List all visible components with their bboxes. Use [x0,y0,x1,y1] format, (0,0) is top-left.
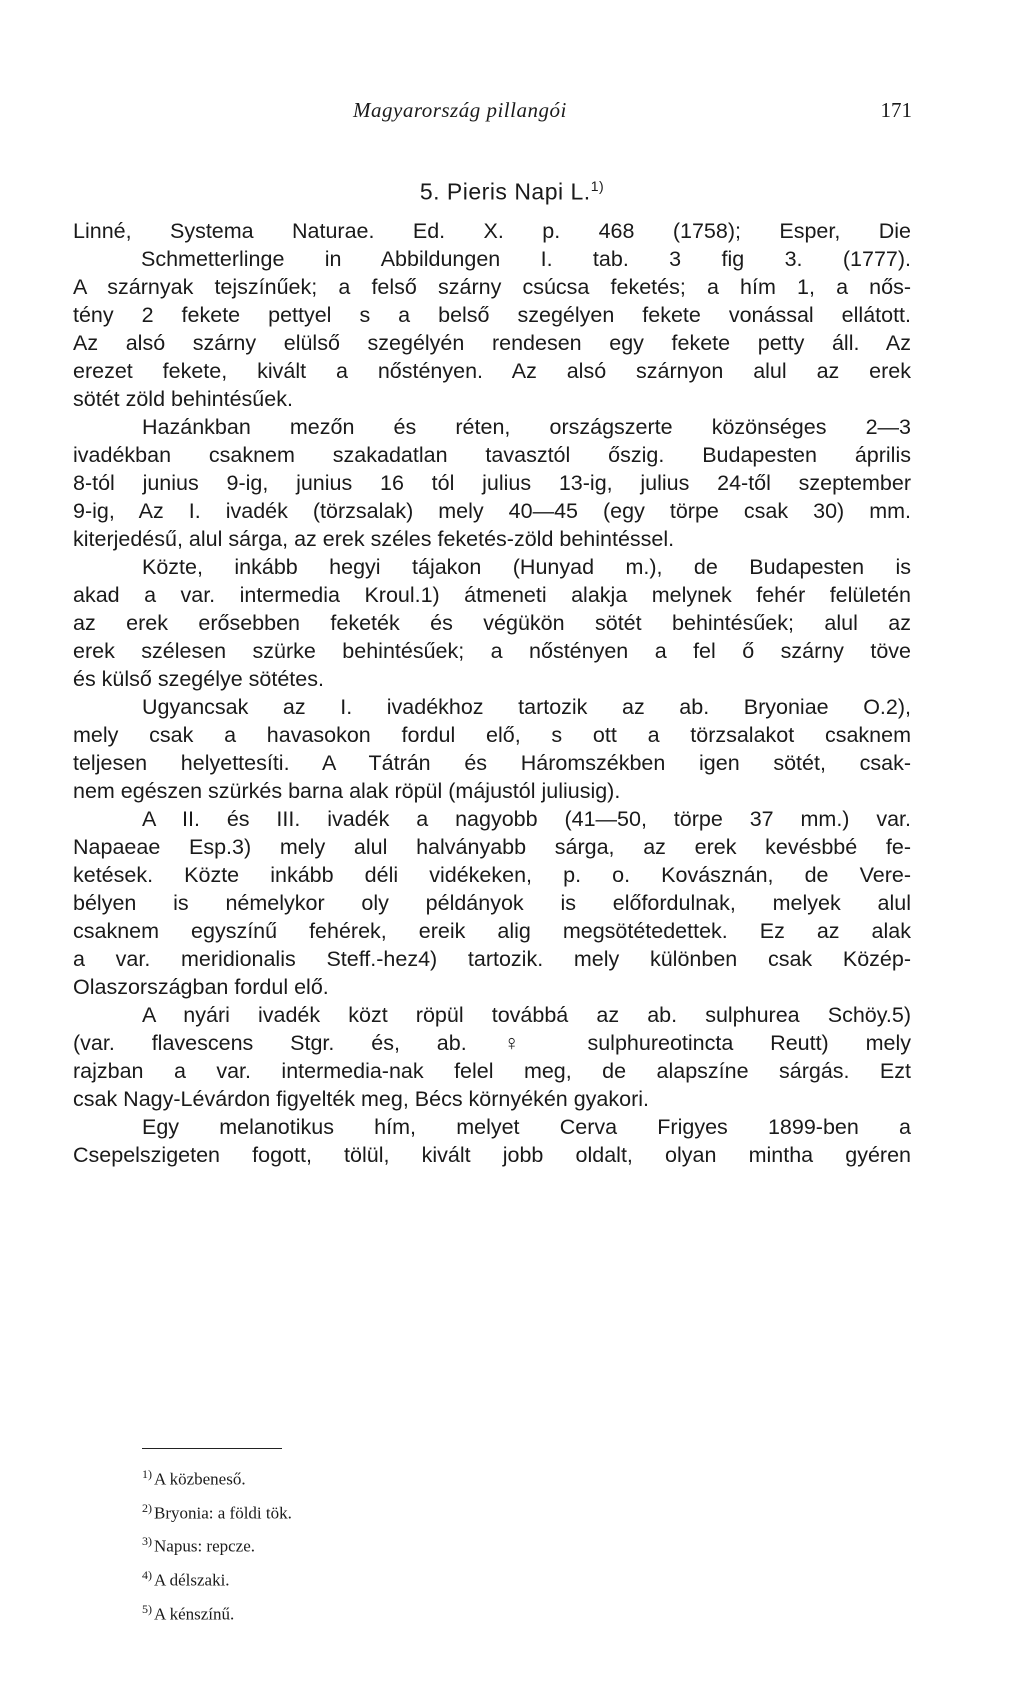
text-line: akad a var. intermedia Kroul.1) átmeneti alakja melynek fehér felületén [73,583,911,607]
text-line: Napaeae Esp.3) mely alul halványabb sárga, az erek kevésbbé fe- [73,835,911,859]
text-line: Közte, inkább hegyi tájakon (Hunyad m.), de Budapesten is [142,555,911,579]
text-line: mely csak a havasokon fordul elő, s ott a törzsalakot csaknem [73,723,911,747]
text-line: erezet fekete, kivált a nőstényen. Az alsó szárnyon alul az erek [73,359,911,383]
footnote-text: A kénszínű. [154,1604,235,1624]
text-line: erek szélesen szürke behintésűek; a nőstényen a fel ő szárny töve [73,639,911,663]
text-line: és külső szegélye sötétes. [73,667,324,691]
text-line: az erek erősebben feketék és végükön sötét behintésűek; alul az [73,611,911,635]
footnotes [142,1460,292,1628]
footnote-mark: 4) [142,1567,152,1582]
footnote-mark: 5) [142,1601,152,1616]
text-line: tény 2 fekete pettyel s a belső szegélyen fekete vonással ellátott. [73,303,911,327]
text-line: ivadékban csaknem szakadatlan tavasztól őszig. Budapesten április [73,443,911,467]
text-line: A nyári ivadék közt röpül továbbá az ab. sulphurea Schöy.5) [142,1003,911,1027]
footnote [142,1527,292,1561]
text-line: Schmetterlinge in Abbildungen I. tab. 3 fig 3. (1777). [141,247,911,271]
section-heading [0,178,1024,206]
text-line: csaknem egyszínű fehérek, ereik alig megsötétedettek. Ez az alak [73,919,911,943]
footnote-mark: 3) [142,1534,152,1549]
text-line: Egy melanotikus hím, melyet Cerva Frigyes 1899-ben a [142,1115,911,1139]
text-line: A szárnyak tejszínűek; a felső szárny csúcsa feketés; a hím 1, a nős- [73,275,911,299]
text-line: rajzban a var. intermedia-nak felel meg, de alapszíne sárgás. Ezt [73,1059,911,1083]
footnote-text: Napus: repcze. [154,1536,256,1556]
page-header [0,98,1024,130]
text-line: nem egészen szürkés barna alak röpül (májustól juliusig). [73,779,621,803]
running-title: Magyarország pillangói [353,98,567,122]
text-line: Az alsó szárny elülső szegélyén rendesen egy fekete petty áll. Az [73,331,911,355]
text-line: Hazánkban mezőn és réten, országszerte közönséges 2—3 [142,415,911,439]
section-footnote-mark: 1) [590,178,605,194]
text-line: A II. és III. ivadék a nagyobb (41—50, törpe 37 mm.) var. [142,807,911,831]
footnote [142,1561,292,1595]
footnote-text: A délszaki. [154,1570,230,1590]
text-line: csak Nagy-Lévárdon figyelték meg, Bécs környékén gyakori. [73,1087,649,1111]
footnote-rule [142,1448,282,1449]
footnote-mark: 2) [142,1500,152,1515]
text-line: ketések. Közte inkább déli vidékeken, p. o. Kovásznán, de Vere- [73,863,911,887]
text-line: bélyen is némelykor oly példányok is előfordulnak, melyek alul [73,891,911,915]
text-line: (var. flavescens Stgr. és, ab. ♀ sulphureotincta Reutt) mely [73,1031,911,1055]
footnote-mark: 1) [142,1467,152,1481]
footnote [142,1595,292,1629]
text-line: kiterjedésű, alul sárga, az erek széles feketés-zöld behintéssel. [73,527,675,551]
text-line: 9-ig, Az I. ivadék (törzsalak) mely 40—45 (egy törpe csak 30) mm. [73,499,911,523]
text-line: Linné, Systema Naturae. Ed. X. p. 468 (1758); Esper, Die [73,219,911,243]
section-title: 5. Pieris Napi L. [419,178,591,205]
text-line: 8-tól junius 9-ig, junius 16 tól julius 13-ig, julius 24-től szeptember [73,471,911,495]
text-line: sötét zöld behintésűek. [73,387,293,411]
footnote [142,1460,292,1494]
text-line: Csepelszigeten fogott, tölül, kivált jobb oldalt, olyan mintha gyéren [73,1143,911,1167]
footnote [142,1494,292,1528]
footnote-text: A közbeneső. [154,1469,246,1489]
text-line: Olaszországban fordul elő. [73,975,329,999]
page-number: 171 [880,98,912,122]
text-line: Ugyancsak az I. ivadékhoz tartozik az ab. Bryoniae O.2), [142,695,911,719]
text-line: teljesen helyettesíti. A Tátrán és Háromszékben igen sötét, csak- [73,751,911,775]
text-line: a var. meridionalis Steff.-hez4) tartozik. mely különben csak Közép- [73,947,911,971]
footnote-text: Bryonia: a földi tök. [154,1503,292,1523]
